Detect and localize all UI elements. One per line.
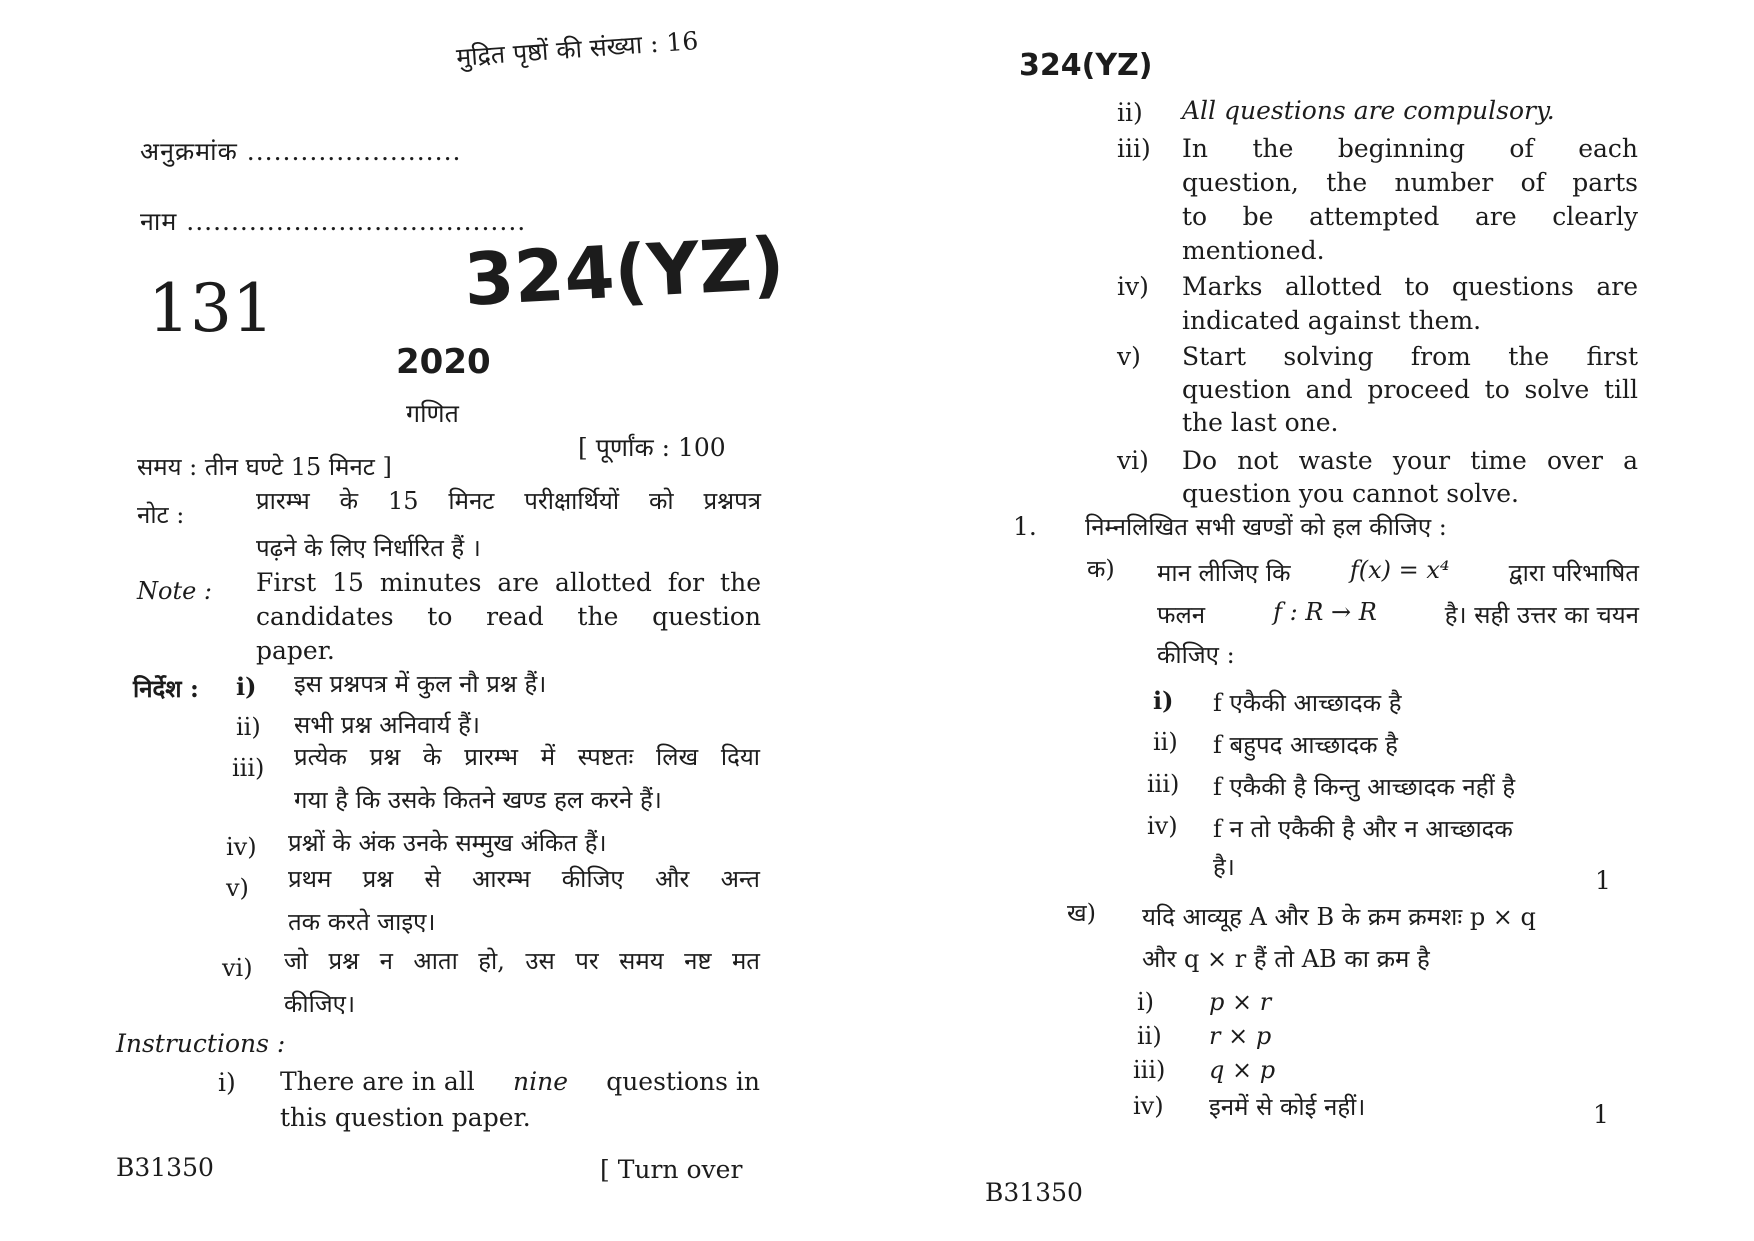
part-text-line: फलन f : R → R है। सही उत्तर का चयन	[1157, 598, 1639, 629]
instruction-line: this question paper.	[280, 1103, 531, 1132]
instruction-line: to be attempted are clearly	[1182, 202, 1638, 231]
option-text: f न तो एकैकी है और न आच्छादक	[1213, 815, 1513, 843]
header-paper-code: 324(YZ)	[1019, 48, 1153, 83]
note-english-line: candidates to read the question	[256, 602, 761, 631]
instruction-text	[1182, 270, 1638, 338]
option-num: ii)	[1137, 1022, 1162, 1050]
note-english-label: Note :	[137, 577, 213, 605]
nirdesh-text-line: जो प्रश्न न आता हो, उस पर समय नष्ट मत	[284, 947, 760, 975]
instruction-line: In the beginning of each	[1182, 134, 1638, 163]
paper-code: 324(YZ)	[462, 221, 787, 322]
printed-pages-count: मुद्रित पृष्ठों की संख्या : 16	[455, 26, 700, 72]
option-num: iii)	[1147, 770, 1180, 798]
option-text-cont: है।	[1213, 853, 1235, 881]
instruction-num: i)	[218, 1068, 236, 1097]
option-num: iv)	[1147, 812, 1178, 840]
instruction-text	[280, 1064, 760, 1136]
instruction-line: question you cannot solve.	[1182, 479, 1519, 508]
nirdesh-text	[294, 740, 760, 816]
nirdesh-num: v)	[226, 874, 249, 902]
note-english-line: First 15 minutes are allotted for the	[256, 568, 761, 597]
nirdesh-text: इस प्रश्नपत्र में कुल नौ प्रश्न हैं।	[294, 670, 547, 698]
option-num: iii)	[1133, 1056, 1166, 1084]
instruction-line: mentioned.	[1182, 236, 1325, 265]
option-text: q × p	[1209, 1056, 1276, 1084]
nirdesh-text: सभी प्रश्न अनिवार्य हैं।	[294, 711, 481, 739]
nirdesh-text	[288, 862, 760, 938]
instruction-line: There are in all nine questions in	[280, 1067, 760, 1096]
option-text: r × p	[1209, 1022, 1272, 1050]
note-hindi-line: पढ़ने के लिए निर्धारित हैं ।	[256, 534, 481, 562]
instructions-label: Instructions :	[116, 1029, 286, 1058]
instruction-line: Start solving from the first	[1182, 342, 1638, 371]
note-hindi-label: नोट :	[137, 501, 185, 529]
option-text: इनमें से कोई नहीं।	[1209, 1093, 1366, 1121]
instruction-text	[1182, 340, 1638, 439]
nirdesh-text-line: प्रत्येक प्रश्न के प्रारम्भ में स्पष्टतः लिख दिया	[294, 743, 760, 771]
option-text: p × r	[1209, 988, 1272, 1016]
option-num: i)	[1137, 988, 1155, 1016]
nirdesh-num: iv)	[226, 833, 257, 861]
note-english	[256, 566, 761, 668]
footer-code: B31350	[116, 1153, 214, 1182]
instruction-num: vi)	[1117, 446, 1149, 475]
option-num: ii)	[1153, 728, 1178, 756]
option-num: i)	[1153, 686, 1174, 715]
part-text-line: मान लीजिए कि f(x) = x⁴ द्वारा परिभाषित	[1157, 556, 1639, 587]
note-english-line: paper.	[256, 636, 335, 665]
part-label: क)	[1087, 555, 1115, 583]
nirdesh-num: vi)	[222, 954, 253, 982]
code-number: 131	[148, 270, 274, 347]
roll-number-field: अनुक्रमांक ........................	[140, 137, 462, 166]
instruction-text	[1182, 132, 1638, 268]
option-text: f एकैकी आच्छादक है	[1213, 689, 1402, 717]
instruction-line: indicated against them.	[1182, 306, 1482, 335]
turn-over-label: [ Turn over	[600, 1155, 743, 1184]
instruction-line: Do not waste your time over a	[1182, 446, 1638, 475]
nirdesh-text-line: गया है कि उसके कितने खण्ड हल करने हैं।	[294, 786, 662, 814]
option-text: f बहुपद आच्छादक है	[1213, 731, 1398, 759]
instruction-line: Marks allotted to questions are	[1182, 272, 1638, 301]
nirdesh-text-line: कीजिए।	[284, 990, 356, 1018]
note-hindi	[256, 484, 761, 564]
footer-code: B31350	[985, 1178, 1083, 1207]
nirdesh-text-line: तक करते जाइए।	[288, 908, 436, 936]
instruction-num: iii)	[1117, 134, 1151, 163]
question-number: 1.	[1013, 512, 1037, 541]
instruction-line: question, the number of parts	[1182, 168, 1638, 197]
instruction-num: ii)	[1117, 98, 1143, 127]
nirdesh-text	[284, 944, 760, 1020]
part-label: ख)	[1067, 899, 1096, 927]
instruction-line: the last one.	[1182, 408, 1339, 437]
instruction-text	[1182, 444, 1638, 510]
max-marks: [ पूर्णांक : 100	[578, 433, 726, 462]
right-page	[877, 0, 1754, 1241]
part-text-line: यदि आव्यूह A और B के क्रम क्रमशः p × q	[1142, 903, 1536, 931]
exam-year: 2020	[396, 342, 491, 382]
nirdesh-label: निर्देश :	[133, 674, 199, 703]
nirdesh-text-line: प्रथम प्रश्न से आरम्भ कीजिए और अन्त	[288, 865, 760, 893]
instruction-text: All questions are compulsory.	[1182, 96, 1555, 125]
name-field: नाम ......................................	[140, 207, 527, 236]
part-text-line: और q × r हैं तो AB का क्रम है	[1142, 945, 1430, 973]
nirdesh-text: प्रश्नों के अंक उनके सम्मुख अंकित हैं।	[288, 829, 607, 857]
option-text: f एकैकी है किन्तु आच्छादक नहीं है	[1213, 773, 1516, 801]
question-text: निम्नलिखित सभी खण्डों को हल कीजिए :	[1085, 513, 1447, 541]
instruction-line: question and proceed to solve till	[1182, 375, 1638, 404]
instruction-num: iv)	[1117, 272, 1149, 301]
exam-duration: समय : तीन घण्टे 15 मिनट ]	[137, 453, 392, 481]
option-num: iv)	[1133, 1092, 1164, 1120]
nirdesh-num: i)	[236, 672, 257, 701]
subject-title: गणित	[406, 399, 459, 428]
nirdesh-num: ii)	[236, 713, 261, 741]
part-text-line: कीजिए :	[1157, 641, 1235, 669]
note-hindi-line: प्रारम्भ के 15 मिनट परीक्षार्थियों को प्रश्नपत्र	[256, 487, 761, 515]
nirdesh-num: iii)	[232, 754, 265, 782]
instruction-num: v)	[1117, 342, 1141, 371]
marks-label: 1	[1593, 1100, 1609, 1129]
marks-label: 1	[1595, 866, 1611, 895]
